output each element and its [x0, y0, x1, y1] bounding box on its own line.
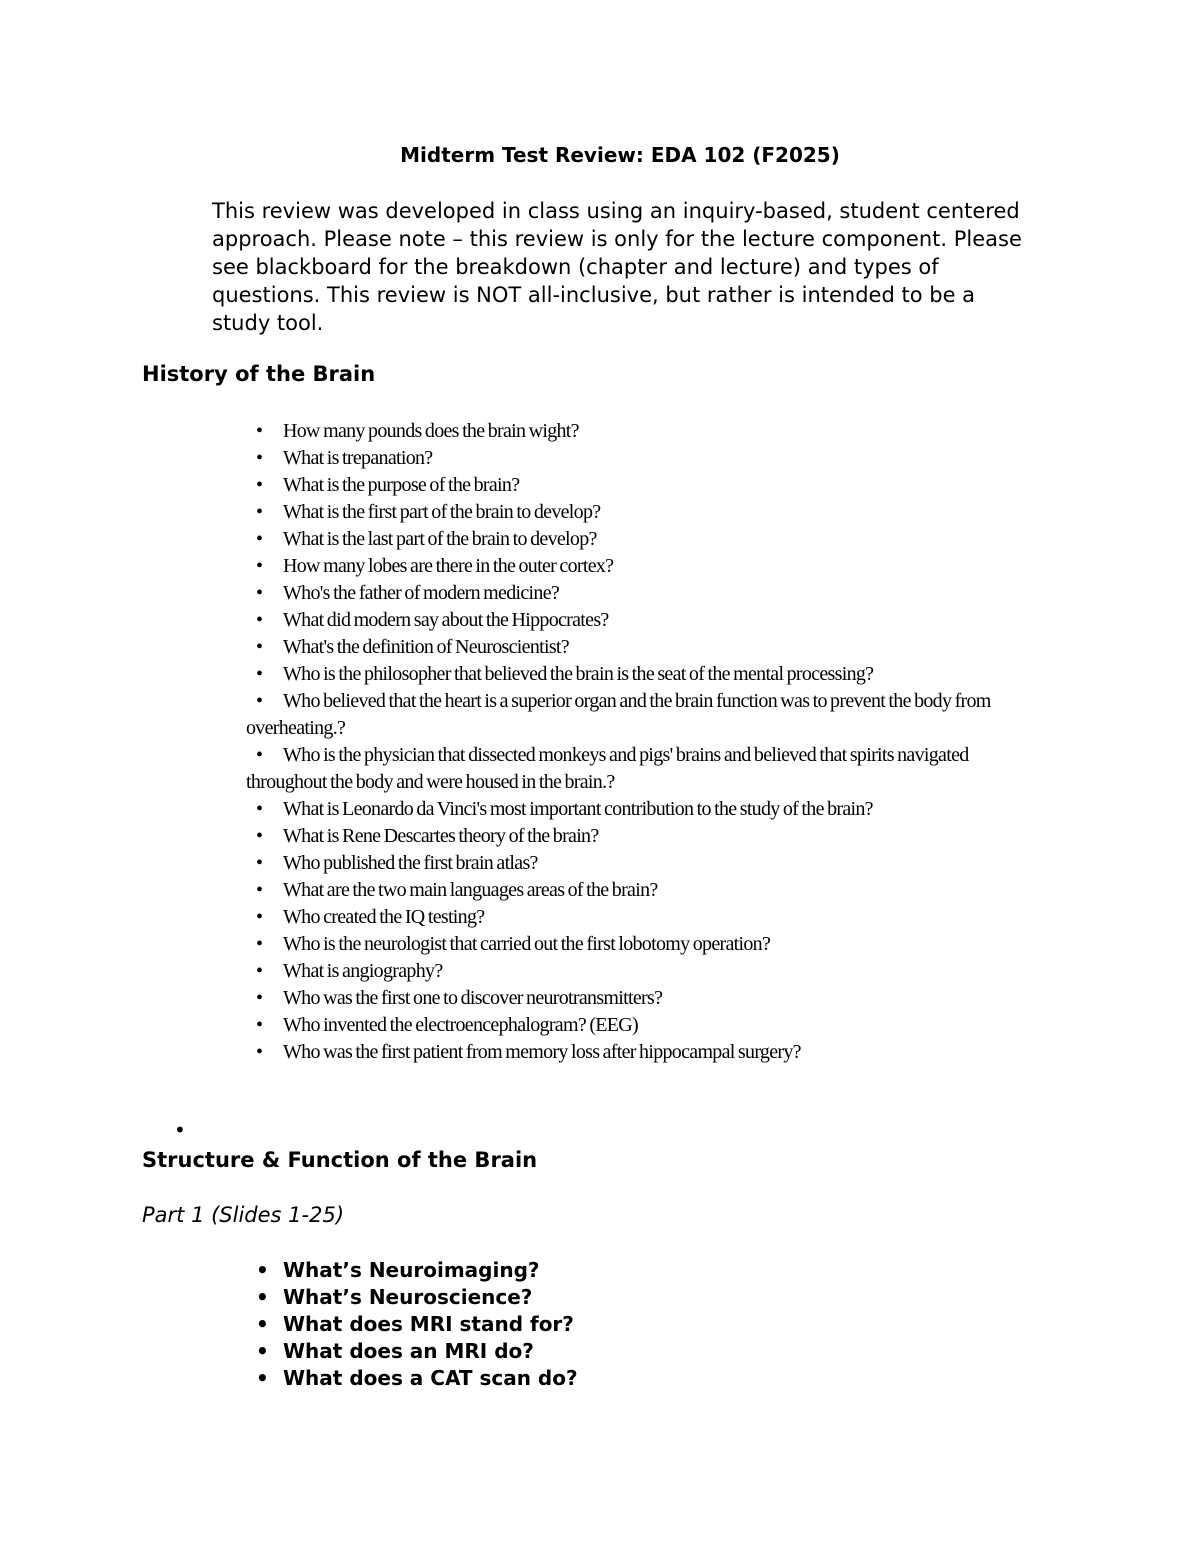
bullet-icon: •	[256, 744, 263, 766]
bullet-icon: •	[256, 636, 263, 658]
question-text: Who invented the electroencephalogram? (EEG)	[283, 1014, 639, 1036]
list-item	[246, 499, 1046, 526]
question-text: What is the last part of the brain to develop?	[283, 528, 597, 550]
list-item	[246, 472, 1046, 499]
list-item	[246, 580, 1046, 607]
list-item	[246, 607, 1046, 634]
question-text: What did modern say about the Hippocrates?	[283, 609, 609, 631]
bullet-icon: •	[256, 582, 263, 604]
question-text: Who's the father of modern medicine?	[283, 582, 560, 604]
question-text: What does an MRI do?	[283, 1339, 534, 1363]
section-heading-history: History of the Brain	[142, 362, 376, 386]
history-question-list	[246, 418, 1046, 1066]
bullet-icon: •	[256, 987, 263, 1009]
bullet-icon: •	[256, 852, 263, 874]
list-item	[246, 1039, 1046, 1066]
question-text: Who is the philosopher that believed the brain is the seat of the mental processing?	[283, 663, 874, 685]
list-item	[246, 877, 1046, 904]
question-text: Who is the neurologist that carried out the first lobotomy operation?	[283, 933, 771, 955]
bullet-icon: •	[256, 933, 263, 955]
bullet-icon: •	[256, 960, 263, 982]
question-text: How many lobes are there in the outer cortex?	[283, 555, 614, 577]
question-text: What's the definition of Neuroscientist?	[283, 636, 569, 658]
question-text: Who was the first one to discover neurotransmitters?	[283, 987, 663, 1009]
list-item	[246, 661, 1046, 688]
bullet-icon: •	[256, 447, 263, 469]
list-item	[246, 796, 1046, 823]
bullet-icon: •	[256, 474, 263, 496]
list-item	[246, 850, 1046, 877]
list-item	[246, 823, 1046, 850]
list-item	[246, 1365, 578, 1392]
bullet-icon: •	[256, 1258, 269, 1282]
section-heading-structure: Structure & Function of the Brain	[142, 1148, 538, 1172]
document-title: Midterm Test Review: EDA 102 (F2025)	[400, 143, 840, 167]
list-item	[246, 742, 1046, 796]
bullet-icon: •	[256, 1339, 269, 1363]
question-text: What is the purpose of the brain?	[283, 474, 520, 496]
list-item	[246, 931, 1046, 958]
list-item	[246, 1012, 1046, 1039]
bullet-icon: •	[256, 1366, 269, 1390]
bullet-icon: •	[256, 879, 263, 901]
question-text: What is Leonardo da Vinci's most important contribution to the study of the brain?	[283, 798, 873, 820]
list-item	[246, 526, 1046, 553]
list-item	[246, 1338, 578, 1365]
structure-question-list	[246, 1257, 578, 1392]
list-item	[246, 418, 1046, 445]
question-text: Who was the first patient from memory loss after hippocampal surgery?	[283, 1041, 801, 1063]
question-text: What’s Neuroscience?	[283, 1285, 533, 1309]
question-text: Who created the IQ testing?	[283, 906, 485, 928]
bullet-icon: •	[256, 1312, 269, 1336]
question-text: What is trepanation?	[283, 447, 433, 469]
list-item	[246, 1257, 578, 1284]
question-text: What is angiography?	[283, 960, 443, 982]
list-item	[246, 553, 1046, 580]
question-text: Who published the first brain atlas?	[283, 852, 538, 874]
question-text: What are the two main languages areas of the brain?	[283, 879, 658, 901]
list-item	[246, 445, 1046, 472]
bullet-icon: •	[256, 906, 263, 928]
bullet-icon: •	[256, 555, 263, 577]
intro-paragraph: This review was developed in class using an inquiry-based, student centered approach. Please note – this review is only for the lecture component. Please see blackboard for the breakdown (chapter and lecture) and types of questions. This review is NOT all-inclusive, but rather is intended to be a study tool.	[212, 199, 1022, 335]
bullet-icon: •	[256, 501, 263, 523]
bullet-icon: •	[256, 663, 263, 685]
question-text: What does MRI stand for?	[283, 1312, 574, 1336]
list-item	[246, 958, 1046, 985]
question-text: How many pounds does the brain wight?	[283, 420, 579, 442]
bullet-icon: •	[256, 690, 263, 712]
bullet-icon: •	[256, 825, 263, 847]
list-item	[246, 1311, 578, 1338]
bullet-icon: •	[256, 1041, 263, 1063]
question-text: Who believed that the heart is a superior organ and the brain function was to prevent the body from overheating.?	[246, 690, 991, 739]
question-text: What is Rene Descartes theory of the brain?	[283, 825, 599, 847]
list-item	[246, 688, 1046, 742]
bullet-icon: •	[256, 798, 263, 820]
bullet-icon: •	[256, 528, 263, 550]
question-text: Who is the physician that dissected monkeys and pigs' brains and believed that spirits navigated throughout the body and were housed in the brain.?	[246, 744, 969, 793]
bullet-icon: •	[256, 1014, 263, 1036]
list-item	[246, 904, 1046, 931]
bullet-icon: •	[256, 420, 263, 442]
empty-bullet: •	[174, 1118, 186, 1142]
bullet-icon: •	[256, 609, 263, 631]
list-item	[246, 634, 1046, 661]
question-text: What’s Neuroimaging?	[283, 1258, 540, 1282]
list-item	[246, 985, 1046, 1012]
list-item	[246, 1284, 578, 1311]
question-text: What does a CAT scan do?	[283, 1366, 578, 1390]
bullet-icon: •	[256, 1285, 269, 1309]
part-heading: Part 1 (Slides 1-25)	[142, 1203, 345, 1227]
question-text: What is the first part of the brain to develop?	[283, 501, 601, 523]
